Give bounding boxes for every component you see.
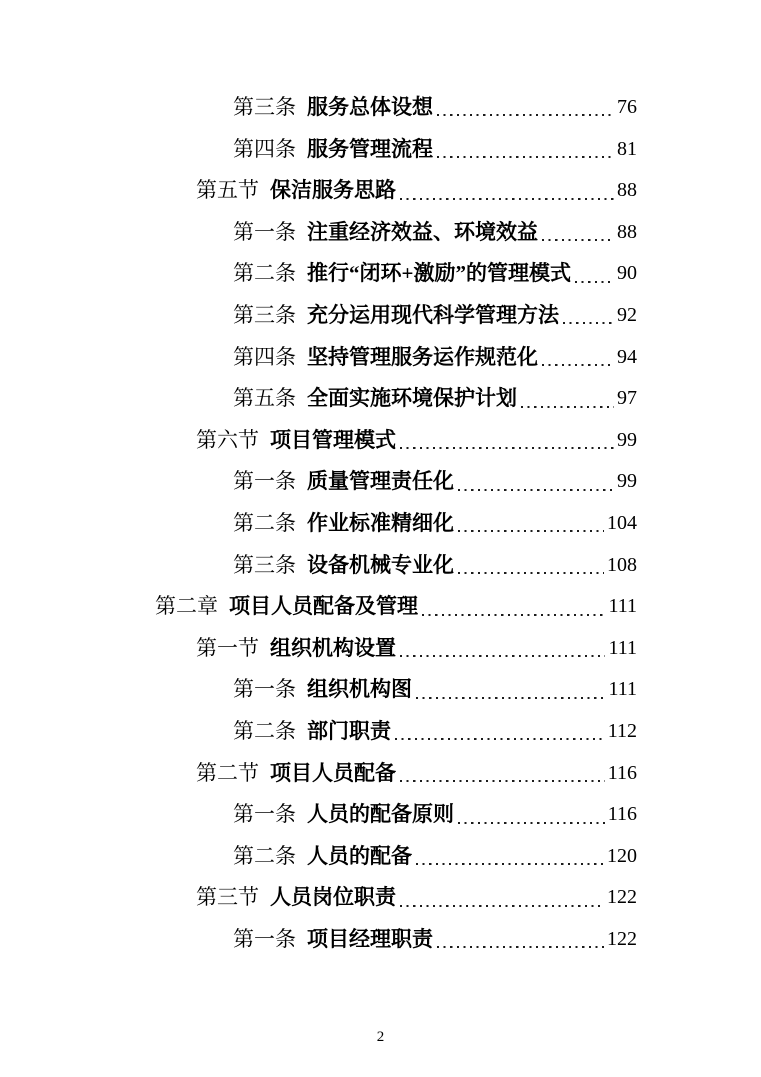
toc-entry-title: 项目人员配备 [270,760,396,785]
toc-leader-dots [416,836,604,878]
toc-entry [155,461,637,503]
toc-leader-dots [437,87,614,129]
toc-entry [155,378,637,420]
toc-entry-page: 111 [608,595,637,618]
toc-entry [155,836,637,878]
toc-entry [155,129,637,171]
toc-entry [155,794,637,836]
toc-entry-page: 116 [607,803,637,826]
toc-entry-number: 第三条 [233,552,296,577]
toc-list [155,87,637,960]
toc-entry [155,877,637,919]
toc-entry-title: 服务总体设想 [307,95,433,119]
toc-entry [155,253,637,295]
toc-entry-page: 122 [607,886,637,909]
toc-leader-dots [400,170,614,212]
toc-leader-dots [416,669,605,711]
toc-entry-title: 充分运用现代科学管理方法 [307,302,559,327]
toc-entry-title: 服务管理流程 [307,136,433,161]
toc-leader-dots [563,295,614,337]
toc-entry-number: 第一条 [233,802,296,827]
toc-leader-dots [458,545,604,587]
toc-entry-number: 第三节 [196,885,259,910]
toc-entry-number: 第一条 [233,926,296,951]
toc-entry-page: 111 [608,678,637,701]
toc-entry-number: 第二条 [233,718,296,743]
toc-entry-title: 人员的配备原则 [307,802,454,827]
toc-entry [155,295,637,337]
toc-entry-title: 设备机械专业化 [307,552,454,577]
toc-leader-dots [458,461,614,503]
toc-leader-dots [542,212,614,254]
toc-entry-number: 第二条 [233,510,296,535]
toc-entry [155,337,637,379]
toc-entry-number: 第四条 [233,136,296,161]
toc-leader-dots [395,711,605,753]
toc-entry-title: 推行“闭环+激励”的管理模式 [307,261,571,286]
toc-entry-page: 92 [617,303,637,326]
toc-entry [155,628,637,670]
toc-entry-number: 第六节 [196,427,259,452]
toc-entry-number: 第一条 [233,677,296,702]
toc-leader-dots [400,753,605,795]
toc-entry-title: 组织机构设置 [270,635,396,660]
toc-leader-dots [400,420,614,462]
toc-entry-page: 112 [607,719,637,742]
toc-leader-dots [458,503,604,545]
toc-entry [155,919,637,961]
toc-entry-number: 第二节 [196,760,259,785]
toc-leader-dots [422,586,605,628]
toc-entry-title: 人员的配备 [307,843,412,868]
toc-leader-dots [400,628,605,670]
toc-entry-page: 116 [607,761,637,784]
toc-entry-title: 坚持管理服务运作规范化 [307,344,538,369]
toc-entry-title: 项目经理职责 [307,926,433,951]
toc-entry-page: 108 [607,553,637,576]
toc-entry-number: 第四条 [233,344,296,369]
toc-entry-page: 99 [617,470,637,493]
toc-entry [155,503,637,545]
toc-entry-page: 81 [617,137,637,160]
toc-entry-title: 项目人员配备及管理 [229,594,418,619]
toc-entry [155,212,637,254]
toc-entry-title: 注重经济效益、环境效益 [307,219,538,244]
toc-entry-number: 第二条 [233,261,296,286]
toc-entry [155,711,637,753]
toc-entry-page: 94 [617,345,637,368]
toc-entry-page: 97 [617,387,637,410]
toc-entry-page: 111 [608,636,637,659]
toc-leader-dots [542,337,614,379]
toc-entry-page: 120 [607,844,637,867]
toc-entry-title: 人员岗位职责 [270,885,396,910]
toc-entry-number: 第二条 [233,843,296,868]
toc-entry-page: 90 [617,262,637,285]
toc-entry-number: 第五条 [233,386,296,411]
toc-entry-title: 项目管理模式 [270,427,396,452]
toc-entry-number: 第一节 [196,635,259,660]
toc-leader-dots [437,129,614,171]
toc-entry-number: 第一条 [233,469,296,494]
toc-entry-title: 作业标准精细化 [307,510,454,535]
toc-entry [155,420,637,462]
toc-leader-dots [521,378,614,420]
toc-entry-number: 第五节 [196,178,259,203]
toc-entry [155,669,637,711]
toc-entry-page: 88 [617,179,637,202]
toc-leader-dots [437,919,604,961]
toc-entry-title: 组织机构图 [307,677,412,702]
toc-leader-dots [458,794,605,836]
toc-entry-page: 99 [617,428,637,451]
toc-entry [155,586,637,628]
toc-entry-page: 76 [617,96,637,118]
toc-entry-title: 全面实施环境保护计划 [307,386,517,411]
toc-entry-page: 104 [607,511,637,534]
toc-entry [155,87,637,129]
toc-entry-page: 88 [617,220,637,243]
toc-entry-number: 第三条 [233,302,296,327]
toc-leader-dots [400,877,604,919]
toc-entry-title: 保洁服务思路 [270,178,396,203]
toc-entry-title: 部门职责 [307,718,391,743]
toc-entry [155,170,637,212]
toc-entry-title: 质量管理责任化 [307,469,454,494]
toc-entry-number: 第三条 [233,95,296,119]
toc-entry [155,545,637,587]
toc-leader-dots [575,253,614,295]
toc-entry-page: 122 [607,927,637,950]
page-number: 2 [376,1029,385,1045]
toc-entry-number: 第一条 [233,219,296,244]
toc-entry [155,753,637,795]
toc-entry-number: 第二章 [155,594,218,619]
